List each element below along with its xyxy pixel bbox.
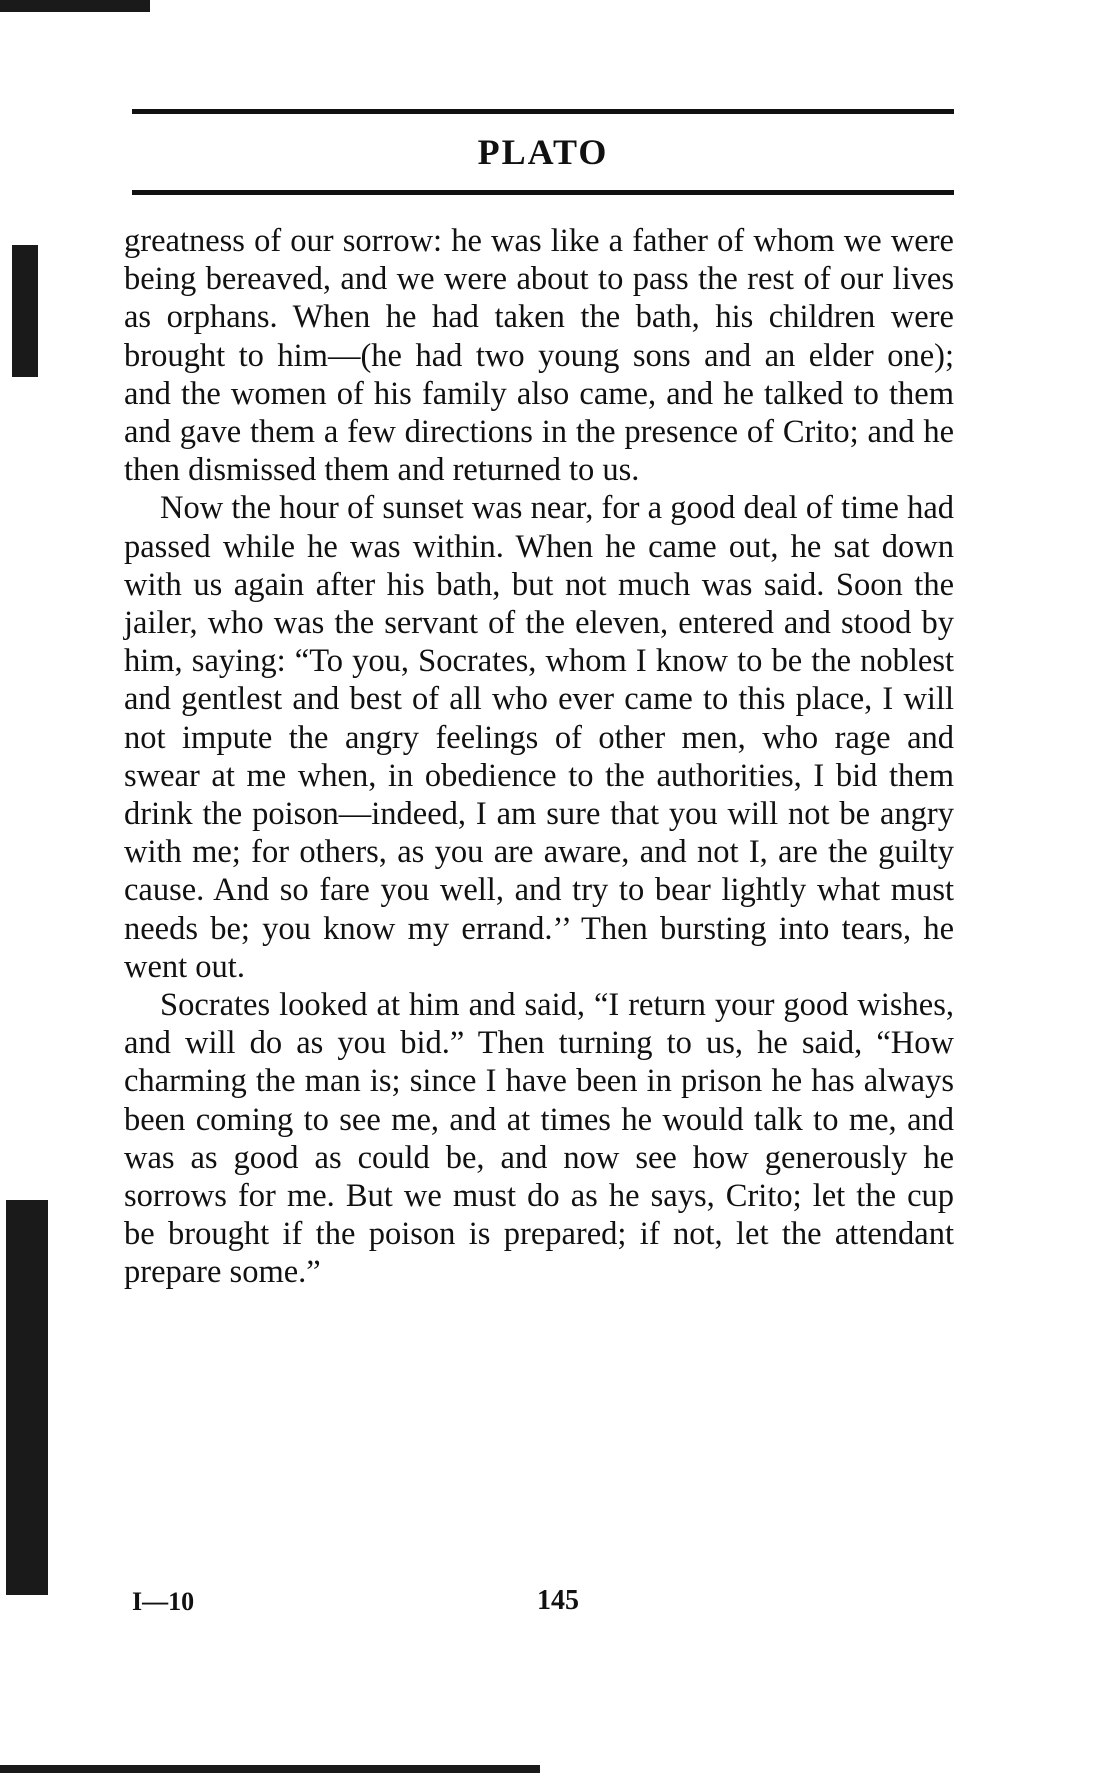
signature-mark: I—10 bbox=[132, 1587, 195, 1616]
page-number: 145 bbox=[537, 1585, 579, 1616]
header-rule-bottom bbox=[132, 190, 954, 195]
header-rule-top bbox=[132, 109, 954, 114]
scan-edge-shadow bbox=[6, 1200, 48, 1595]
paragraph: greatness of our sorrow: he was like a father of whom we were being bereaved, and we were about to pass the rest of our lives as orphans. When he had taken the bath, his children were brought to him—(he had two young sons and an elder one); and the women of his family also came, and he talked to them and gave them a few directions in the presence of Crito; and he then dismissed them and returned to us. bbox=[124, 223, 954, 489]
scan-edge-shadow bbox=[12, 245, 38, 377]
paragraph: Socrates looked at him and said, “I return your good wishes, and will do as you bid.” Then turning to us, he said, “How charming the man is; since I have been in prison he has always been coming to see me, and at times he would talk to me, and was as good as could be, and now see how generously he sorrows for me. But we must do as he says, Crito; let the cup be brought if the poison is prepared; if not, let the attendant prepare some.” bbox=[124, 987, 954, 1291]
body-text bbox=[124, 222, 954, 1292]
running-title: PLATO bbox=[477, 132, 609, 172]
scan-edge-shadow bbox=[0, 0, 150, 12]
scan-edge-shadow bbox=[0, 1765, 540, 1773]
paragraph: Now the hour of sunset was near, for a good deal of time had passed while he was within. When he came out, he sat down with us again after his bath, but not much was said. Soon the jailer, who was the servant of the eleven, entered and stood by him, saying: “To you, Socrates, whom I know to be the noblest and gentlest and best of all who ever came to this place, I will not impute the angry feelings of other men, who rage and swear at me when, in obedience to the authorities, I bid them drink the poison—indeed, I am sure that you will not be angry with me; for others, as you are aware, and not I, are the guilty cause. And so fare you well, and try to bear lightly what must needs be; you know my errand.’’ Then bursting into tears, he went out. bbox=[124, 490, 954, 985]
